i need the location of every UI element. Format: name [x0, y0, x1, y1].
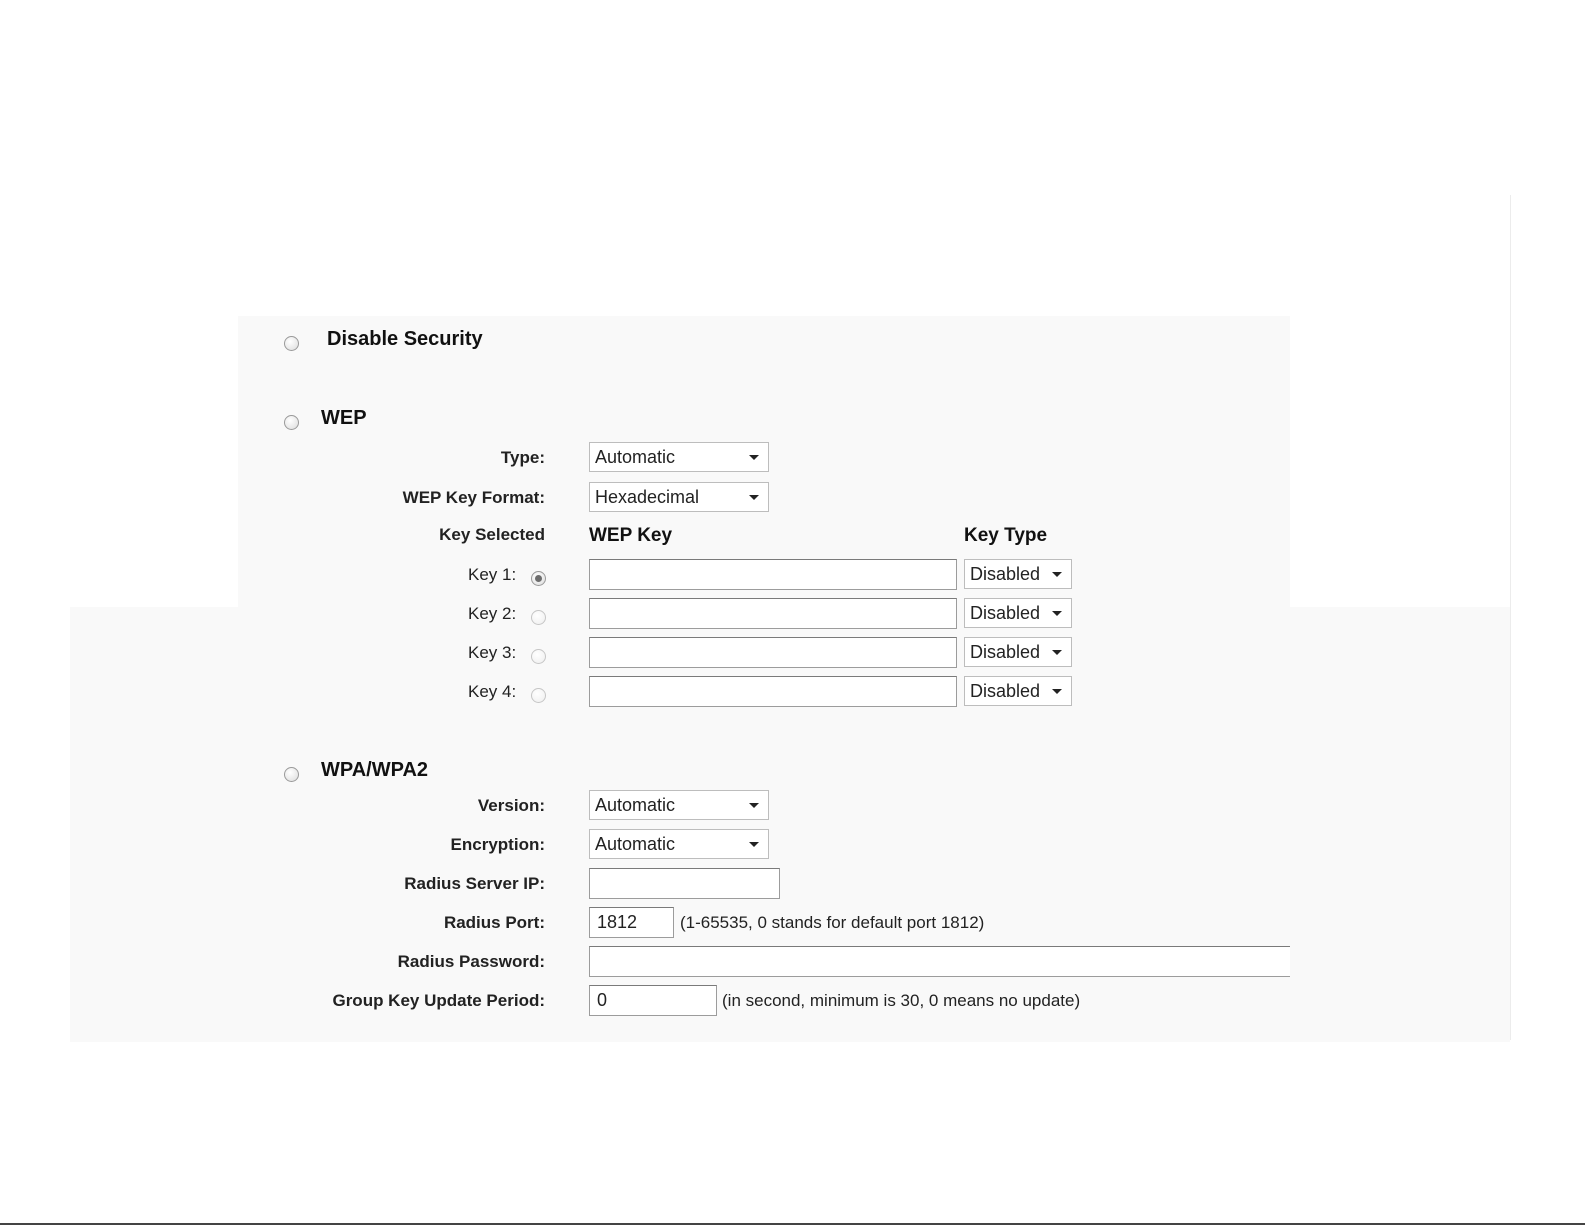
key-4-label: Key 4:	[468, 682, 517, 701]
wpa-encryption-select[interactable]	[589, 829, 769, 859]
chevron-down-icon	[749, 495, 759, 500]
key-2-input[interactable]	[589, 598, 957, 629]
wpa-version-select[interactable]	[589, 790, 769, 820]
page-divider	[1510, 195, 1511, 1040]
wpa-wpa2-radio[interactable]	[284, 767, 299, 782]
wep-key-header: WEP Key	[589, 525, 673, 546]
wep-type-value: Automatic	[595, 447, 676, 467]
key-4-input[interactable]	[589, 676, 957, 707]
chevron-down-icon	[749, 455, 759, 460]
wep-key-format-label: WEP Key Format:	[402, 488, 545, 507]
key-1-radio[interactable]	[531, 571, 546, 586]
wep-type-label: Type:	[500, 448, 545, 467]
wep-type-select[interactable]	[589, 442, 769, 472]
wpa-version-label: Version:	[477, 796, 545, 815]
key-2-type-value: Disabled	[970, 603, 1041, 623]
wpa-wpa2-title: WPA/WPA2	[321, 759, 429, 781]
wep-radio[interactable]	[284, 415, 299, 430]
radius-server-ip-input[interactable]	[589, 868, 780, 899]
key-3-label: Key 3:	[468, 643, 517, 662]
chevron-down-icon	[1052, 611, 1062, 616]
radius-password-label: Radius Password:	[397, 952, 545, 971]
key-3-radio[interactable]	[531, 649, 546, 664]
disable-security-title: Disable Security	[327, 328, 483, 350]
radius-password-input[interactable]	[589, 946, 1290, 977]
key-2-label: Key 2:	[468, 604, 517, 623]
radius-port-hint: (1-65535, 0 stands for default port 1812)	[680, 913, 985, 932]
key-4-radio[interactable]	[531, 688, 546, 703]
chevron-down-icon	[1052, 572, 1062, 577]
chevron-down-icon	[1052, 689, 1062, 694]
key-4-type-select[interactable]	[964, 676, 1072, 706]
group-key-update-period-input[interactable]: 0	[589, 985, 717, 1016]
wpa-encryption-value: Automatic	[595, 834, 676, 854]
key-1-label: Key 1:	[468, 565, 517, 584]
wpa-encryption-label: Encryption:	[450, 835, 545, 854]
key-2-type-select[interactable]	[964, 598, 1072, 628]
disable-security-radio[interactable]	[284, 336, 299, 351]
group-key-update-period-label: Group Key Update Period:	[332, 991, 545, 1010]
wep-title: WEP	[321, 407, 367, 429]
key-4-type-value: Disabled	[970, 681, 1041, 701]
key-3-type-select[interactable]	[964, 637, 1072, 667]
key-selected-header: Key Selected	[439, 525, 545, 544]
key-3-input[interactable]	[589, 637, 957, 668]
key-type-header: Key Type	[964, 525, 1048, 546]
chevron-down-icon	[1052, 650, 1062, 655]
radius-port-label: Radius Port:	[443, 913, 545, 932]
chevron-down-icon	[749, 803, 759, 808]
key-1-type-value: Disabled	[970, 564, 1041, 584]
wep-key-format-select[interactable]	[589, 482, 769, 512]
group-key-update-period-hint: (in second, minimum is 30, 0 means no update)	[722, 991, 1081, 1010]
radius-port-input[interactable]: 1812	[589, 907, 674, 938]
chevron-down-icon	[749, 842, 759, 847]
key-1-type-select[interactable]	[964, 559, 1072, 589]
key-2-radio[interactable]	[531, 610, 546, 625]
key-1-input[interactable]	[589, 559, 957, 590]
radius-server-ip-label: Radius Server IP:	[404, 874, 545, 893]
wep-key-format-value: Hexadecimal	[595, 487, 700, 507]
wpa-version-value: Automatic	[595, 795, 676, 815]
key-3-type-value: Disabled	[970, 642, 1041, 662]
